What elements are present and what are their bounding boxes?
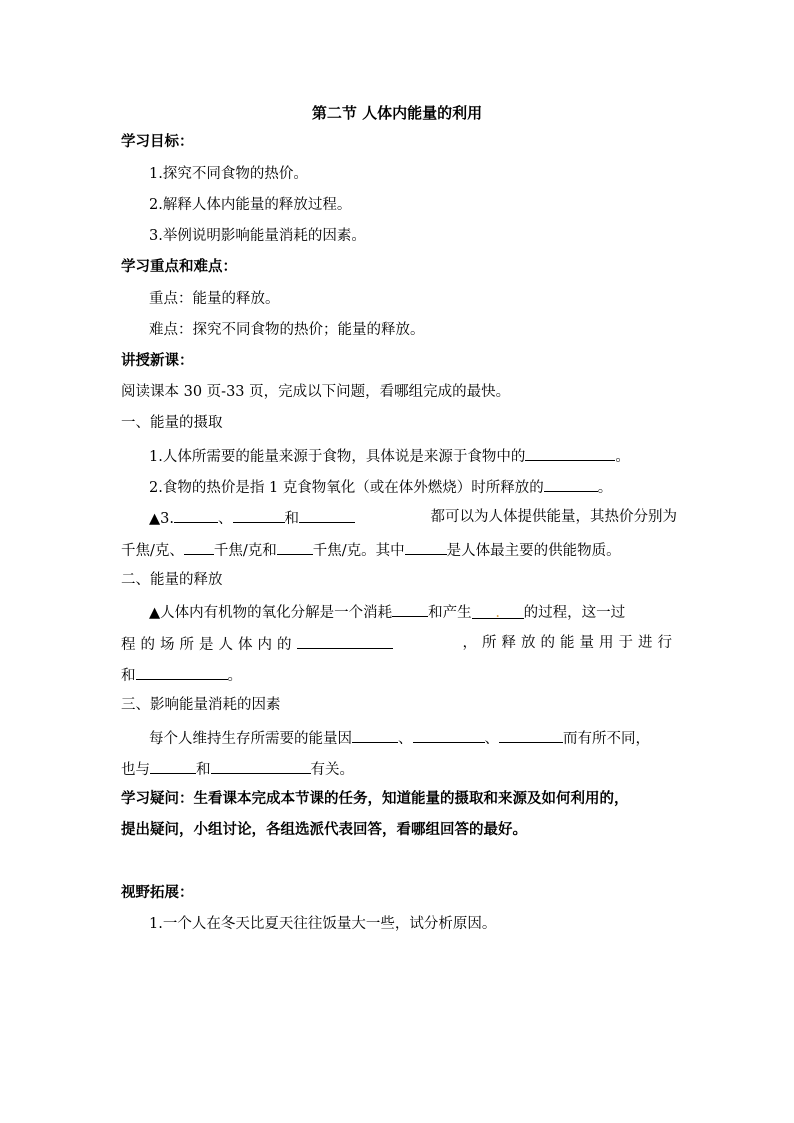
answer-blank[interactable] [136,664,228,680]
q3-unit-3: 千焦/克。其中 [312,543,405,559]
s3-line2-start: 也与 [121,762,150,778]
answer-blank[interactable] [525,445,615,461]
q3-sep1: 、 [218,511,233,527]
section2-heading: 二、能量的释放 [121,572,223,588]
section1-question-1 [149,445,677,467]
objectives-heading: 学习目标： [121,134,194,150]
q2-text: 2.食物的热价是指 1 克食物氧化（或在体外燃烧）时所释放的 [149,480,544,496]
difficulty-point: 难点：探究不同食物的热价；能量的释放。 [149,322,425,338]
new-lesson-intro: 阅读课本 30 页-33 页，完成以下问题，看哪组完成的最快。 [121,384,511,400]
answer-blank[interactable] [413,727,485,743]
answer-blank[interactable] [299,507,355,523]
questions-line-1: 学习疑问：生看课本完成本节课的任务，知道能量的摄取和来源及如何利用的， [121,791,629,807]
extension-heading: 视野拓展： [121,885,194,901]
section2-line-3 [121,664,677,686]
objective-1: 1.探究不同食物的热价。 [149,166,308,182]
section3-line-1 [149,727,677,749]
section1-question-3-continued [121,539,677,561]
q3-start: ▲3. [149,511,174,527]
section2-line-2 [121,633,677,655]
key-points-heading: 学习重点和难点： [121,259,237,275]
new-lesson-heading: 讲授新课： [121,353,194,369]
answer-blank[interactable] [499,727,563,743]
q1-text: 1.人体所需要的能量来源于食物，具体说是来源于食物中的 [149,449,526,465]
answer-blank[interactable] [211,758,311,774]
section1-question-2 [149,476,677,498]
section3-heading: 三、影响能量消耗的因素 [121,697,281,713]
extension-item-1: 1.一个人在冬天比夏天往往饭量大一些，试分析原因。 [149,916,497,932]
s2-line1-start: ▲人体内有机物的氧化分解是一个消耗 [149,605,393,621]
answer-blank[interactable] [405,539,447,555]
s3-line2-mid: 和 [196,762,211,778]
s2-line1-mid: 和产生 [428,605,472,621]
answer-blank[interactable] [544,476,598,492]
s2-line2-start: 程的场所是人体内的 [121,637,297,653]
stray-mark: . [495,605,500,621]
answer-blank[interactable] [472,603,524,619]
q3-unit-1: 千焦/克、 [121,543,184,559]
answer-blank[interactable] [277,539,313,555]
answer-blank[interactable] [297,633,393,649]
answer-blank[interactable] [174,507,218,523]
s3-line1-end: 而有所不同， [563,731,650,747]
s2-line1-end: 的过程，这一过 [523,605,626,621]
s3-line2-end: 有关。 [310,762,354,778]
s2-line3-end: 。 [227,668,242,684]
focus-point: 重点：能量的释放。 [149,291,280,307]
section1-heading: 一、能量的摄取 [121,415,223,431]
s3-line1-start: 每个人维持生存所需要的能量因 [149,731,352,747]
s3-line1-sep1: 、 [398,731,413,747]
objective-3: 3.举例说明影响能量消耗的因素。 [149,228,366,244]
section3-line-2 [121,758,677,780]
q3-sep2: 和 [284,511,299,527]
s3-line1-sep2: 、 [484,731,499,747]
s2-line3-start: 和 [121,668,136,684]
section1-question-3 [149,507,677,529]
section2-line-1 [149,601,677,623]
objective-2: 2.解释人体内能量的释放过程。 [149,197,352,213]
answer-blank[interactable] [352,727,398,743]
s2-line2-end: ，所释放的能量用于进行 [462,635,677,651]
q1-end: 。 [615,449,630,465]
questions-line-2: 提出疑问，小组讨论，各组选派代表回答，看哪组回答的最好。 [121,822,527,838]
answer-blank[interactable] [150,758,196,774]
answer-blank[interactable] [184,539,214,555]
answer-blank[interactable] [233,507,285,523]
q2-end: 。 [597,480,613,496]
answer-blank[interactable] [392,601,428,617]
page-title: 第二节 人体内能量的利用 [311,104,483,122]
q3-end: 是人体最主要的供能物质。 [446,543,621,559]
q3-rest: 都可以为人体提供能量，其热价分别为 [430,509,677,525]
q3-unit-2: 千焦/克和 [213,543,277,559]
